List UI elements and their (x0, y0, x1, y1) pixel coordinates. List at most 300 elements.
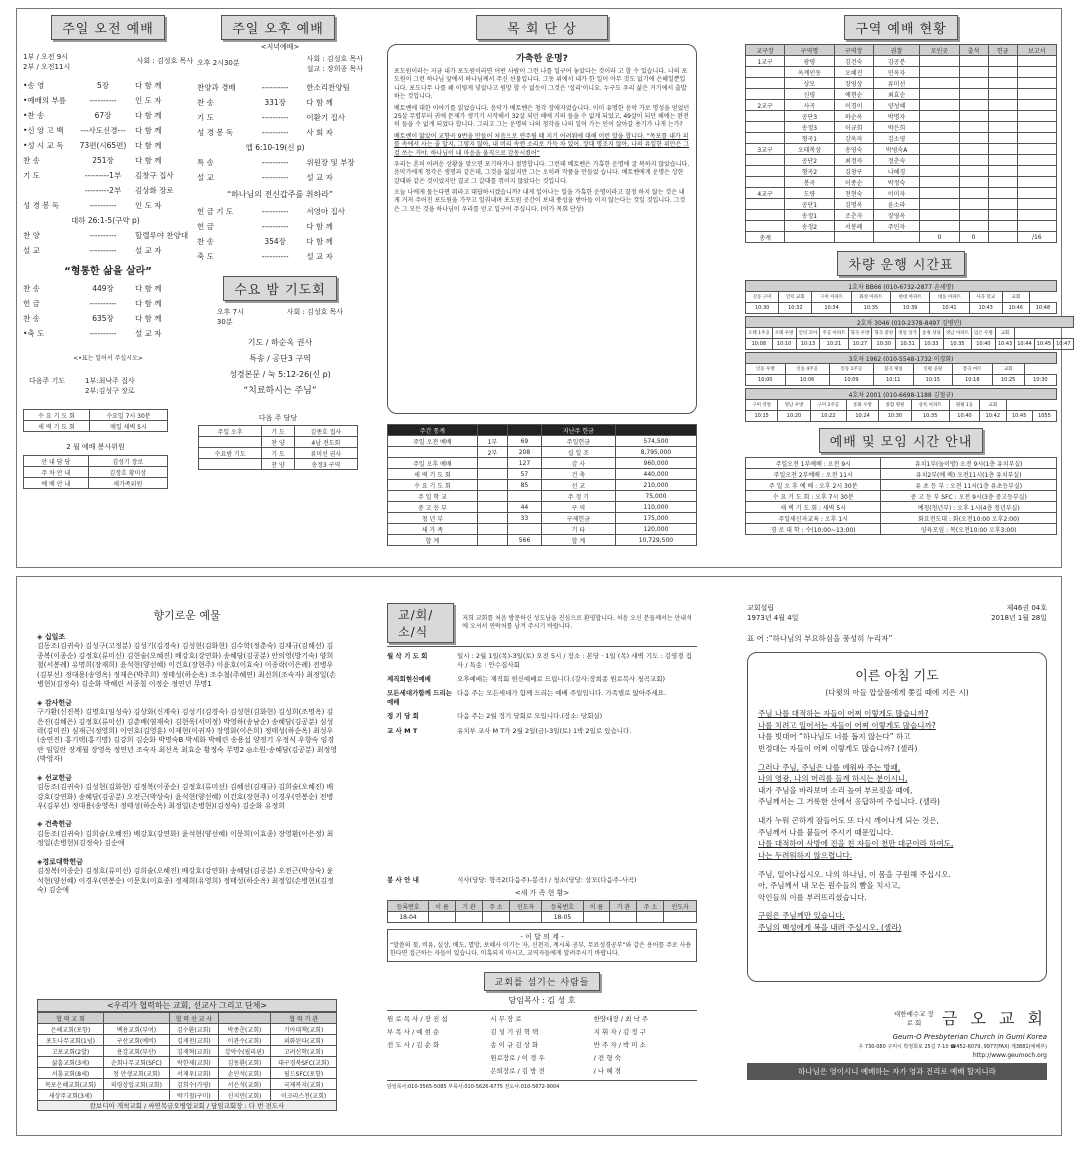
evening-preacher: 설교 : 장희종 목사 (306, 65, 363, 73)
bus-route-name: 3호차 1962 (010-5548-1732 이경화) (746, 353, 1057, 364)
table-cell: 공단2 (785, 155, 834, 166)
table-cell: 김성기 장로 (88, 456, 167, 467)
table-cell: 류미선 권사 (294, 448, 357, 459)
table-cell: 청 안생교회(교회) (103, 1068, 169, 1079)
table-cell: 구산교회(예비) (103, 1035, 169, 1046)
order-detail: 5장 (96, 81, 110, 90)
table-cell (746, 89, 785, 100)
table-row (38, 1090, 337, 1101)
table-cell: 윤소라 (873, 199, 919, 210)
table-cell: 은혜교회(포항) (38, 1024, 104, 1035)
bus-time: 10:35 (943, 339, 971, 350)
table-cell: 송정1 (785, 210, 834, 221)
table-cell: 이종순 (834, 177, 873, 188)
table-header: 주 소 (482, 901, 509, 912)
table-cell (988, 188, 1017, 199)
table-cell: 주일 오후 (199, 426, 262, 437)
poem-line: 나를 치려고 일어서는 자들이 어찌 이렇게도 많습니까? (758, 720, 936, 730)
order-row (197, 155, 363, 170)
poem-line: 주님께서는 그 거룩한 산에서 응답하여 주십니다. (셀라) (758, 797, 940, 807)
order-detail: ---------- (89, 201, 117, 210)
bus-stop: 형곡 우방 (848, 328, 872, 339)
order-leader: 서영아 집사 (306, 207, 345, 216)
table-cell (785, 232, 834, 243)
table-cell: 양육모임 : 목(오전10:00 오후3:00) (881, 524, 1057, 535)
table-cell: 김소영 (873, 133, 919, 144)
table-cell (746, 177, 785, 188)
table-cell: 주일헌금 (541, 436, 615, 447)
table-row (746, 513, 1057, 524)
offering-heading: ◈경로대학헌금 (37, 857, 83, 866)
table-cell (746, 133, 785, 144)
table-cell: 110,000 (615, 502, 696, 513)
bus-timetable (745, 280, 1071, 422)
bus-stop: 인덕 코아 (796, 328, 820, 339)
table-row (746, 89, 1057, 100)
bus-time: 10:44 (1015, 339, 1034, 350)
order-row (23, 311, 193, 326)
table-cell: 새 가 족 (388, 524, 478, 535)
bus-stop: 구미 역앞 (746, 400, 778, 411)
evening-order-list (197, 80, 363, 185)
news-items (387, 652, 697, 736)
bus-stop: 교회 (992, 364, 1024, 375)
table-cell: 주 정 기 (541, 491, 615, 502)
bus-time: 10:27 (848, 339, 872, 350)
order-detail: 449장 (92, 284, 114, 293)
table-cell (988, 221, 1017, 232)
table-cell (610, 912, 637, 923)
bus-time: 1055 (1032, 411, 1056, 422)
table-cell: 신평 (785, 89, 834, 100)
poem-line: 아, 주님께서 내 모든 원수들의 뺨을 치시고, (758, 881, 901, 891)
table-cell: 박영숙A (873, 144, 919, 155)
next-week-title: 다음 주 담당 (258, 414, 298, 422)
bus-stop: 인동 1주공 (829, 364, 873, 375)
essay-p1: 포도원이라는 지금 내가 포도원이라면 어떤 사람이 그런 나를 일구어 놓았다는 것이라 고 할 수 있습니다. 나의 포도원이 그런 하나님 앞에서 하나님께서 주신 선물입니다. 그동 위에서 내가 한 일이 아무 것도 없기에 은혜일뿐입니다. 포도나무 나를 왜 이렇게 넣었나고 원망 할 수 없듯이 그것은 '섭리'이니요. 누구도 우리 삶은 거기에서 출발하는 것입니다. (394, 68, 688, 101)
table-cell: 청 년 부 (388, 513, 478, 524)
poem-line: 구원은 주님께만 있습니다. (758, 911, 845, 921)
district-title: 구역 예배 현황 (844, 15, 958, 40)
table-cell (988, 56, 1017, 67)
evening-order-list-2 (197, 204, 363, 264)
bus-stop: 칠곡 제일 (874, 364, 914, 375)
staff-entry: 한양대장 / 최 낙 주 (593, 1014, 649, 1023)
morning-sermon-title: “형통한 삶을 살라” (64, 266, 152, 277)
table-row (746, 502, 1057, 513)
offering-heading: ◈ 선교헌금 (37, 773, 72, 782)
table-cell (834, 232, 873, 243)
table-cell: 대구경북SFC(교회) (271, 1057, 337, 1068)
table-row (388, 480, 697, 491)
table-cell: 김희수(가평) (169, 1079, 218, 1090)
table-cell: 오혜진 (834, 67, 873, 78)
news-text: 일시 : 2월 1일(목)-3일(토) 오전 5시 / 장소 : 본당 · 1일 (목) 새벽 기도 : 김영경 집사 / 특송 : 안수집사회 (457, 652, 692, 670)
table-header: 협 력 교 회 (38, 1013, 104, 1024)
table-cell: 안 내 담 당 (24, 456, 89, 467)
poem-line: 주님의 백성에게 복을 내려 주십시오. (셀라) (758, 923, 902, 932)
table-row (746, 56, 1057, 67)
table-cell (959, 221, 988, 232)
church-english: Geum-O Presbyterian Church in Gumi Korea (892, 1033, 1047, 1041)
order-leader: 다 함 께 (306, 237, 333, 246)
table-cell (1017, 166, 1056, 177)
table-cell: 강악수(필리핀) (218, 1046, 270, 1057)
bus-stop: 산동 구미 (746, 292, 779, 303)
table-cell (988, 210, 1017, 221)
staff-entry: 지 휘 자 / 김 정 구 (593, 1027, 646, 1036)
table-cell: 김종호 집사 (294, 426, 357, 437)
bus-stop: 흥화 우방 (846, 400, 878, 411)
table-cell: 포도나무교회(1넘) (38, 1035, 104, 1046)
table-row (24, 478, 168, 489)
table-cell: 유 초 등 부 : 오전 11시(1층 유초등부실) (881, 480, 1057, 491)
table-row (746, 67, 1057, 78)
table-cell: 75,000 (615, 491, 696, 502)
table-cell: 김건숙 (834, 56, 873, 67)
evening-presider: 사회 : 김성호 목사 (306, 55, 363, 63)
table-cell: 나혜경 (873, 166, 919, 177)
table-cell: 수 요 기 도 회 : 오후 7시 30분 (746, 491, 881, 502)
poem-line: 주님 나를 대적하는 자들이 어찌 이렇게도 많습니까? (758, 709, 929, 718)
bus-time: 10:47 (1054, 339, 1073, 350)
table-cell: 주 일 오 후 예 배 : 오후 2시 30분 (746, 480, 881, 491)
table-cell (959, 89, 988, 100)
staff-entry: 김 성 기 권 혁 택 (490, 1027, 539, 1036)
next-prayer-1: 1부:최낙주 집사 (85, 377, 135, 385)
table-cell: 서은석(교회) (218, 1079, 270, 1090)
table-cell: 이미자 (873, 188, 919, 199)
table-header: 구역장 (834, 45, 873, 56)
table-cell: 송정3 구역 (294, 459, 357, 470)
table-cell (920, 210, 959, 221)
table-cell: 선 교 (541, 480, 615, 491)
table-cell: 찬 양 (262, 459, 295, 470)
table-cell: 장영상 (834, 78, 873, 89)
table-cell: 175,000 (615, 513, 696, 524)
table-header: 등록번호 (542, 901, 583, 912)
table-cell (959, 111, 988, 122)
order-row (23, 168, 193, 183)
order-row (197, 95, 363, 110)
table-cell: 삶홈교회(3세) (38, 1057, 104, 1068)
order-item: 특 송 (197, 158, 214, 167)
order-item: 찬 양 (23, 231, 40, 240)
bus-route-name: 2호차 3046 (010-2378-8497 김병민) (746, 317, 1074, 328)
table-cell: 기 타 (541, 524, 615, 535)
pastor-column (387, 15, 697, 563)
table-row (746, 133, 1057, 144)
table-cell: 18-05 (542, 912, 583, 923)
bus-stop: 대동 아파트 (930, 292, 969, 303)
order-leader: 다 함 께 (135, 81, 162, 90)
table-cell: 김수환(교회) (169, 1024, 218, 1035)
wednesday-title: 수요 밤 기도회 (223, 276, 337, 301)
newcomer-title: <새 가 족 현 황> (514, 889, 570, 897)
schedule-table (745, 457, 1057, 535)
table-cell (507, 491, 541, 502)
bus-time: 10:11 (874, 375, 914, 386)
order-item: 축 도 (197, 252, 214, 261)
table-cell (920, 166, 959, 177)
table-row (746, 155, 1057, 166)
order-detail: ---------- (261, 83, 289, 92)
table-header: 등록번호 (388, 901, 429, 912)
table-row (746, 524, 1057, 535)
staff-entry: 원로장로 / 이 경 우 (490, 1053, 545, 1062)
table-cell: 85 (507, 480, 541, 491)
table-header: 교구장 (746, 45, 785, 56)
order-leader: 다 함 께 (135, 299, 162, 308)
table-cell: 18-04 (388, 912, 429, 923)
bus-time: 10:30 (872, 339, 896, 350)
founded-label: 교회설립 (747, 604, 775, 612)
evening-service (193, 42, 363, 399)
order-leader: 이환기 집사 (306, 113, 345, 122)
news-item (387, 675, 697, 684)
bus-time: 10:10 (772, 339, 796, 350)
table-cell: 3교구 (746, 144, 785, 155)
table-cell: 민옥자 (873, 67, 919, 78)
wednesday-scripture: 성경본문 / 눅 5:12-26(신 p) (229, 370, 331, 379)
table-cell: 사곡 (785, 100, 834, 111)
staff-row (387, 1026, 697, 1039)
feb-committee-table (23, 455, 168, 489)
staff-entry: 시 무 장 로 (490, 1014, 522, 1023)
table-cell (1017, 89, 1056, 100)
bus-time: 10:48 (1029, 303, 1056, 314)
table-cell: 필드SFC(포항) (271, 1068, 337, 1079)
poem-line (758, 808, 1036, 815)
bus-stop: 영남 우방 (778, 400, 810, 411)
bus-stop: 교회 (1002, 292, 1029, 303)
table-cell: 목포은혜교회(교회) (38, 1079, 104, 1090)
bus-stop: 경일 상가 (896, 328, 920, 339)
table-cell (920, 100, 959, 111)
table-cell: 유치1부(놀이방) 오전 9시(1층 유치부실) (881, 458, 1057, 469)
order-item (23, 213, 71, 228)
order-row (23, 78, 193, 93)
table-cell (1017, 133, 1056, 144)
order-item: •찬 송 (23, 111, 45, 120)
table-cell: 주 차 안 내 (24, 467, 89, 478)
order-row (23, 108, 193, 123)
table-header (218, 1013, 270, 1024)
table-cell (477, 480, 507, 491)
staff-entry: 부 목 사 / 예 현 순 (387, 1027, 440, 1036)
stand-note: <•표는 일어서 주십시오> (73, 355, 143, 362)
table-cell: 새상주교회(3세) (38, 1090, 104, 1101)
bulletin-inside-sheet (16, 8, 1071, 568)
table-header: 헌금 (988, 45, 1017, 56)
table-row (746, 480, 1057, 491)
table-row (24, 410, 168, 421)
order-leader: 인 도 자 (135, 96, 162, 105)
table-row (388, 513, 697, 524)
order-row (197, 219, 363, 234)
table-header: 지난주 헌금 (541, 425, 615, 436)
bus-time: 10:35 (911, 411, 949, 422)
table-cell: 형곡2 (785, 166, 834, 177)
table-cell: 새가족위원 (88, 478, 167, 489)
warning-text: “말씀의 젖, 비유, 실상, 배도, 멸망, 보혜사 이기는 자, 신천지, 계시록 공부, 무료성경공부”와 같은 용어를 주로 사용한다면 접근하는 자들이 있습니다. 미혹되지 마시고, 교역자들에게 알려주시기 바랍니다. (390, 942, 692, 958)
table-header: 인도자 (664, 901, 697, 912)
prayer-poem (758, 708, 1036, 934)
next-week-table (198, 425, 358, 470)
table-cell (873, 232, 919, 243)
order-leader: 다 함 께 (135, 126, 162, 135)
order-item: •송 영 (23, 81, 45, 90)
order-detail: ---------- (261, 252, 289, 261)
order-item: •예배의 부름 (23, 96, 67, 105)
table-row (746, 469, 1057, 480)
table-cell: 새 벽 기 도 회 (24, 421, 90, 432)
order-detail: 331장 (264, 98, 286, 107)
order-row (23, 228, 193, 243)
staff-list (387, 1010, 697, 1081)
offering-heading: ◈ 십일조 (37, 633, 66, 641)
next-prayer-label: 다음주 기도 (29, 377, 66, 385)
table-cell: 2부 (477, 447, 507, 458)
table-cell: 김창구 (834, 166, 873, 177)
table-cell (920, 188, 959, 199)
table-cell (429, 912, 456, 923)
wednesday-sermon: “치료하시는 주님” (243, 386, 317, 396)
news-item (387, 652, 697, 670)
staff-title: 교회를 섬기는 사람들 (484, 972, 601, 991)
table-cell: 조춘자 (834, 210, 873, 221)
table-row (38, 1079, 337, 1090)
table-row (746, 111, 1057, 122)
weekly-stats-table (387, 424, 697, 546)
order-detail: ---------- (89, 96, 117, 105)
bus-stop: 현대 아파트 (891, 292, 930, 303)
table-cell: 김동환(교회) (218, 1057, 270, 1068)
bus-time: 10:40 (972, 339, 996, 350)
table-cell (1017, 188, 1056, 199)
prayer-meeting-table (23, 409, 168, 432)
order-detail: ---------1부 (84, 171, 122, 180)
bus-time: 10:15 (913, 375, 953, 386)
table-cell (959, 56, 988, 67)
table-cell (959, 199, 988, 210)
table-cell (1017, 78, 1056, 89)
table-cell: 장영옥 (873, 210, 919, 221)
news-text: 오후예배는 제직회 헌신예배로 드립니다.(강사:장희종 원로목사 청곡교회) (457, 675, 666, 684)
table-header: 협 력 기 관 (271, 1013, 337, 1024)
table-cell: 0 (920, 232, 959, 243)
offering-names: 김동조(김귀숙) 김성현(김화현) 김정복(이종순) 김정호(류미선) 김혜선(김재규) 김희술(오혜진) 배강호(강연화) 송혜담(김공분) 오전근(박상숙) 윤석현(양선혜) 이건호(장현주) 이경우(연봉순) 전병우(김부선) 정대용(송영옥) 정태성(하순옥) 최정일(손병현)(김정숙) 김순화 유정희 (37, 783, 334, 810)
table-cell (388, 447, 478, 458)
table-cell (959, 188, 988, 199)
table-cell: 김재천(교회) (169, 1035, 218, 1046)
bus-stop: 구미 2주공 (810, 400, 846, 411)
table-cell: /16 (1017, 232, 1056, 243)
table-cell (920, 133, 959, 144)
table-row (746, 199, 1057, 210)
table-cell (746, 210, 785, 221)
table-cell (959, 166, 988, 177)
table-cell: 수 요 기 도 회 (24, 410, 90, 421)
table-row (388, 447, 697, 458)
evening-time: 오후 2시30분 (197, 59, 240, 67)
table-cell: 69 (507, 436, 541, 447)
table-cell: 구 역 (541, 502, 615, 513)
order-item (23, 183, 71, 198)
table-cell: 순회나무교회(SFC) (103, 1057, 169, 1068)
prayer-subtitle: (다윗의 아들 압살롬에게 쫓길 때에 지은 시) (825, 688, 969, 697)
prayer-poem-box (747, 652, 1047, 982)
table-header: 구역명 (785, 45, 834, 56)
table-cell (746, 155, 785, 166)
order-row (197, 140, 363, 155)
table-cell (746, 199, 785, 210)
schedule-title: 예배 및 모임 시간 안내 (819, 428, 984, 453)
bus-time: 10:46 (1002, 303, 1029, 314)
table-cell (959, 144, 988, 155)
order-leader: 인 도 자 (135, 201, 162, 210)
senior-pastor: 담임목사 : 김 성 호 (508, 995, 576, 1005)
table-cell (988, 166, 1017, 177)
order-leader: 다 함 께 (135, 284, 162, 293)
table-cell (959, 155, 988, 166)
table-cell: 김공분 (873, 56, 919, 67)
offerings-column (37, 607, 337, 1132)
order-row (23, 296, 193, 311)
church-url[interactable]: http://www.geumoch.org (972, 1052, 1047, 1059)
table-cell: 도량 (785, 188, 834, 199)
bus-time: 10:30 (1024, 375, 1056, 386)
table-cell: 신지민(교회) (218, 1090, 270, 1101)
news-text: 다음 주는 2월 정기 당회로 모입니다.(장소: 당회실) (457, 712, 603, 721)
table-cell (746, 67, 785, 78)
table-cell (507, 524, 541, 535)
table-cell: 33 (507, 513, 541, 524)
table-row (746, 78, 1057, 89)
bus-time: 10:24 (846, 411, 878, 422)
table-cell: 주민자 (873, 221, 919, 232)
table-cell (199, 437, 262, 448)
table-cell: 박은희 (873, 122, 919, 133)
district-table (745, 44, 1057, 243)
table-row (746, 100, 1057, 111)
table-cell: 박기철(구미) (169, 1090, 218, 1101)
table-cell: 구제헌금 (541, 513, 615, 524)
order-detail: ---------- (261, 222, 289, 231)
news-column (387, 603, 697, 1133)
table-cell: 440,000 (615, 469, 696, 480)
table-row (388, 535, 697, 546)
bus-stop: 형곡 중앙 (872, 328, 896, 339)
poem-line: 주님께서 나를 붙들어 주시기 때문입니다. (758, 827, 894, 837)
table-row (746, 221, 1057, 232)
bus-time: 10:35 (851, 303, 890, 314)
bus-time: 10:13 (796, 339, 820, 350)
staff-entry: 은퇴장로 / 김 방 전 (490, 1066, 545, 1075)
table-row (38, 1057, 337, 1068)
order-leader: 다 함 께 (135, 314, 162, 323)
staff-row (387, 1052, 697, 1065)
table-cell: 예 배 안 내 (24, 478, 89, 489)
table-cell (1017, 199, 1056, 210)
morning-order-list-2 (23, 281, 193, 341)
table-cell: 강옥자 (834, 133, 873, 144)
table-cell (1017, 155, 1056, 166)
table-cell: 수요일 7시 30분 (89, 410, 167, 421)
order-row (197, 125, 363, 140)
order-leader: 설 교 자 (306, 173, 333, 182)
order-detail: ---------- (261, 207, 289, 216)
